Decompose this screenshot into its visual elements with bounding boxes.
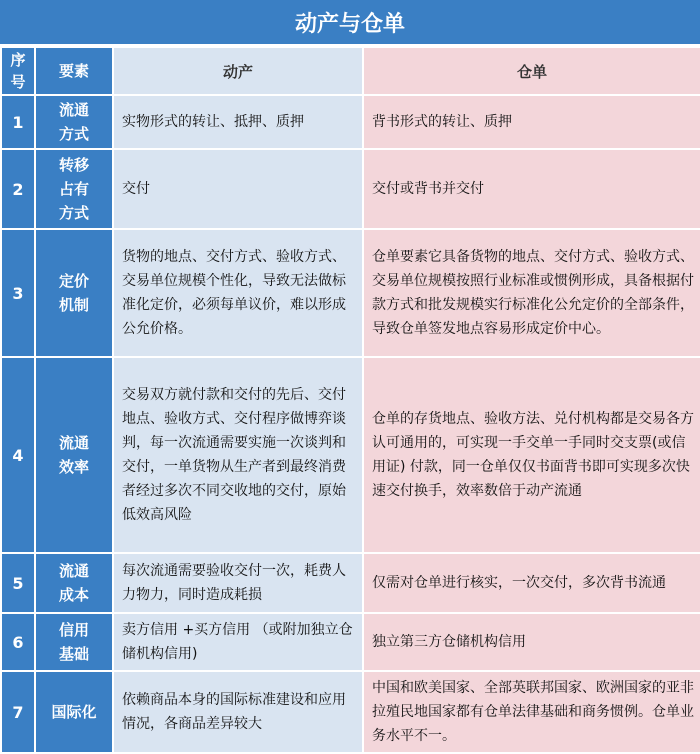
row-key: 国际化 <box>35 671 113 753</box>
cell-dongchan: 卖方信用 +买方信用 （或附加独立仓储机构信用) <box>113 613 363 671</box>
cell-cangdan: 交付或背书并交付 <box>363 149 700 229</box>
cell-dongchan: 交付 <box>113 149 363 229</box>
cell-cangdan: 仅需对仓单进行核实，一次交付，多次背书流通 <box>363 553 700 613</box>
row-number: 7 <box>1 671 35 753</box>
row-key-label: 流通方式 <box>58 101 89 143</box>
row-key <box>35 357 113 553</box>
cell-dongchan: 依赖商品本身的国际标准建设和应用情况，各商品差异较大 <box>113 671 363 753</box>
row-key <box>35 229 113 357</box>
comparison-table <box>0 46 700 754</box>
row-number: 2 <box>1 149 35 229</box>
cell-dongchan: 交易双方就付款和交付的先后、交付地点、验收方式、交付程序做博弈谈判，每一次流通需要实施一次谈判和交付，一单货物从生产者到最终消费者经过多次不同交收地的交付，原始低效高风险 <box>113 357 363 553</box>
header-no-label: 序号 <box>10 51 26 91</box>
row-number: 5 <box>1 553 35 613</box>
row-key-label: 流通成本 <box>58 562 89 604</box>
header-dongchan: 动产 <box>113 47 363 95</box>
cell-cangdan: 仓单的存货地点、验收方法、兑付机构都是交易各方认可通用的，可实现一手交单一手同时交支票(或信用证) 付款，同一仓单仅仅书面背书即可实现多次快速交付换手，效率数倍于动产流通 <box>363 357 700 553</box>
header-no <box>1 47 35 95</box>
row-key-label: 定价机制 <box>58 272 89 314</box>
row-key-label: 信用基础 <box>58 621 89 663</box>
row-key <box>35 149 113 229</box>
cell-cangdan: 背书形式的转让、质押 <box>363 95 700 149</box>
row-key <box>35 553 113 613</box>
row-number: 3 <box>1 229 35 357</box>
row-key <box>35 95 113 149</box>
row-key <box>35 613 113 671</box>
cell-cangdan: 独立第三方仓储机构信用 <box>363 613 700 671</box>
table-row <box>1 95 700 149</box>
row-key-label: 流通效率 <box>58 434 89 476</box>
table-row <box>1 229 700 357</box>
header-key: 要素 <box>35 47 113 95</box>
cell-dongchan: 实物形式的转让、抵押、质押 <box>113 95 363 149</box>
cell-dongchan: 货物的地点、交付方式、验收方式、交易单位规模个性化，导致无法做标准化定价，必须每单议价，难以形成公允价格。 <box>113 229 363 357</box>
cell-cangdan: 中国和欧美国家、全部英联邦国家、欧洲国家的亚非拉殖民地国家都有仓单法律基础和商务惯例。仓单业务水平不一。 <box>363 671 700 753</box>
row-number: 1 <box>1 95 35 149</box>
table-row <box>1 671 700 753</box>
page-title: 动产与仓单 <box>0 0 700 46</box>
header-cangdan: 仓单 <box>363 47 700 95</box>
table-row <box>1 357 700 553</box>
cell-cangdan: 仓单要素它具备货物的地点、交付方式、验收方式、交易单位规模按照行业标准或惯例形成，具备根据付款方式和批发规模实行标准化公允定价的全部条件，导致仓单签发地点容易形成定价中心。 <box>363 229 700 357</box>
table-row <box>1 613 700 671</box>
table-row <box>1 553 700 613</box>
table-row <box>1 149 700 229</box>
cell-dongchan: 每次流通需要验收交付一次，耗费人力物力，同时造成耗损 <box>113 553 363 613</box>
row-number: 4 <box>1 357 35 553</box>
header-row <box>1 47 700 95</box>
row-number: 6 <box>1 613 35 671</box>
row-key-label: 转移占有方式 <box>58 156 89 222</box>
